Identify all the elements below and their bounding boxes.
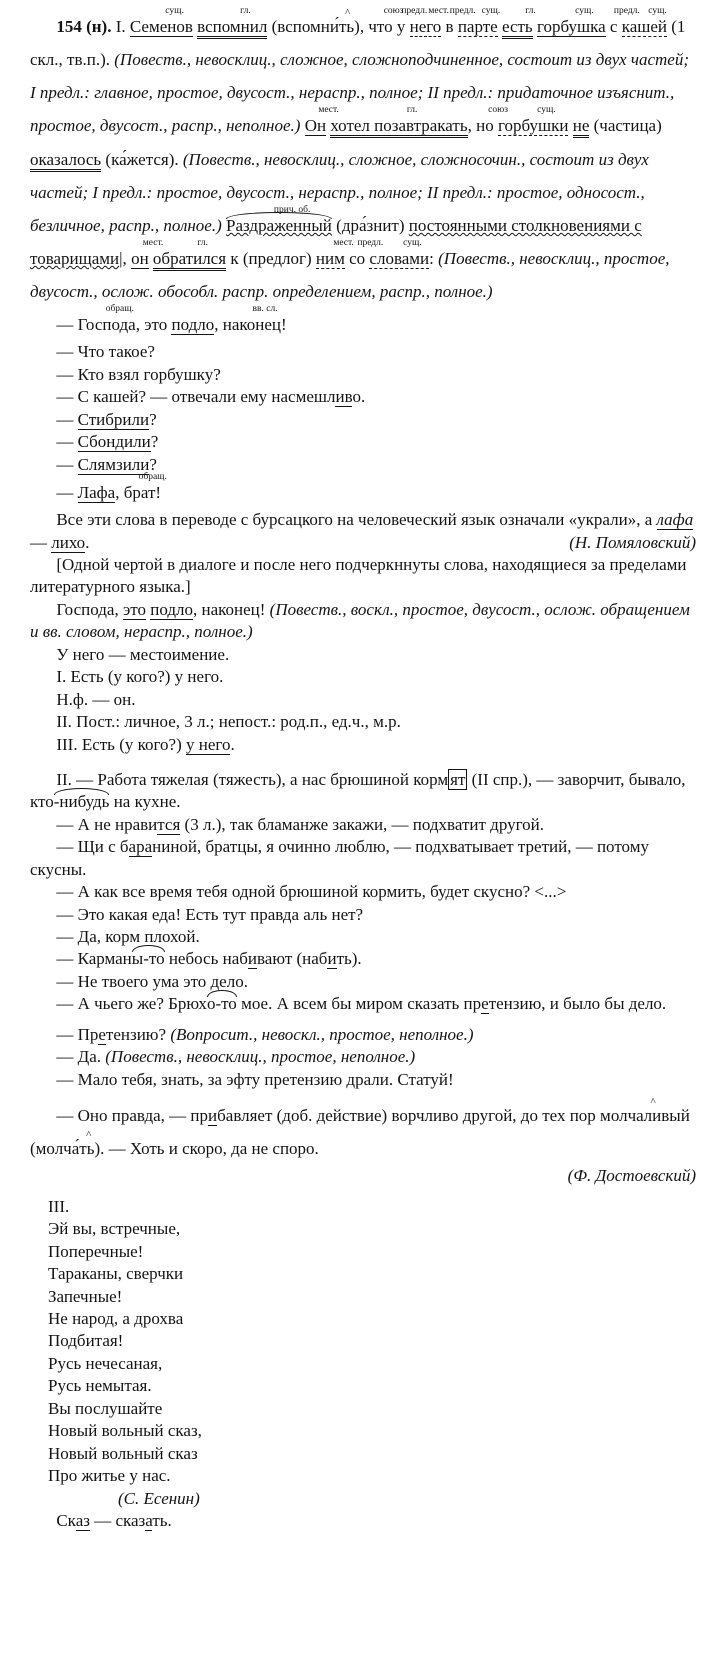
- annotated-word: в предл.: [446, 17, 454, 36]
- annotation-label: сущ.: [481, 6, 501, 16]
- text-segment: —: [56, 454, 78, 474]
- text-segment: е: [98, 1024, 106, 1044]
- dialogue-line: [30, 993, 696, 1015]
- dialogue-line: [30, 304, 696, 341]
- text-segment: ть). — Хоть и скоро, да не споро.: [79, 1139, 319, 1159]
- text-segment: Господа,: [56, 599, 123, 619]
- text-segment: II. Пост.: личное, 3 л.; непост.: род.п., ед.ч., м.р.: [56, 712, 401, 732]
- dialogue-line: [30, 1046, 696, 1068]
- author-attribution: [30, 1165, 696, 1187]
- annotated-word: вспомнил гл.: [197, 17, 267, 39]
- annotated-word: у предл.: [397, 17, 406, 36]
- poem-line: [48, 1241, 696, 1263]
- part-3-heading: [48, 1196, 696, 1218]
- text-segment: , наконец!: [192, 599, 270, 619]
- annotated-word: Семенов сущ.: [129, 6, 193, 36]
- dialogue-line: [30, 472, 696, 509]
- text-segment: Не народ, а дрохва: [48, 1309, 184, 1329]
- text-segment: вают (наб: [257, 949, 328, 969]
- dialogue-line: [30, 904, 696, 926]
- annotation-label: предл.: [613, 6, 640, 16]
- text-segment: —: [56, 315, 78, 335]
- annotated-word: что союз: [368, 17, 392, 36]
- text-segment: ара: [128, 837, 153, 857]
- dialogue-line: [30, 814, 696, 836]
- text-segment: Лафа: [77, 483, 116, 503]
- annotation-label: обращ.: [105, 304, 134, 315]
- text-segment: Тараканы, сверчки: [48, 1264, 184, 1284]
- text-segment: ят: [450, 769, 466, 789]
- dialogue-line: [30, 948, 696, 970]
- word-formation-line: [30, 1510, 696, 1532]
- text-segment: |,: [119, 248, 132, 268]
- text-segment: — Оно правда, — пр: [56, 1106, 209, 1126]
- text-segment: Поперечные!: [48, 1241, 144, 1261]
- text-segment: и: [327, 949, 337, 969]
- dialogue-line: [30, 409, 696, 431]
- text-segment: (дра́знит): [331, 215, 409, 235]
- text-segment: ?: [150, 432, 159, 452]
- text-segment: (частица): [589, 116, 662, 136]
- text-segment: Все эти слова в переводе с бурсацкого на человеческий язык означали «украли», а: [56, 510, 657, 530]
- annotation-label: мест.: [318, 105, 339, 116]
- text-segment: не: [573, 116, 590, 138]
- text-segment: о.: [352, 387, 366, 407]
- annotation-label: сущ.: [165, 6, 184, 16]
- text-segment: Стибрили: [77, 409, 150, 429]
- annotated-word: и́ ^: [330, 17, 339, 36]
- text-segment: —: [56, 1024, 78, 1044]
- annotated-word: со предл.: [349, 249, 365, 268]
- text-segment: Слямзили: [77, 454, 150, 474]
- text-segment: тензию?: [105, 1024, 171, 1044]
- text-segment: подло: [150, 599, 193, 619]
- annotated-word: горбушки сущ.: [497, 105, 569, 136]
- text-segment: лихо: [51, 532, 86, 552]
- poem-line: [48, 1465, 696, 1487]
- text-segment: I. Есть (у кого?) у него.: [56, 667, 224, 687]
- text-segment: (Повеств., воскл., простое, двусост., ослож. обращением и вв. словом, нераспр., полное.): [30, 599, 690, 642]
- text-segment: (Повеств., невосклиц., простое, двусост., ослож. обособл. распр. определением, распр., полное.): [30, 248, 670, 302]
- sentence-analysis: [30, 599, 696, 644]
- text-segment: ливый (молч: [30, 1106, 690, 1159]
- text-segment: II. — Работа тяжелая (тяжесть), а нас брюшиной корм: [56, 769, 449, 789]
- text-segment: ть),: [338, 17, 369, 36]
- text-segment: (Н. Помяловский): [569, 532, 696, 552]
- text-segment: (Повеств., невосклиц., сложное, сложносочин., состоит из двух частей; I предл.: простое, двусост., нераспр., полное; II предл.: простое, односост., безличное, распр., полное.): [30, 149, 649, 235]
- text-segment: (Повеств., невосклиц., сложное, сложноподчиненное, состоит из двух частей; I предл.: главное, простое, двусост., нераспр., полное; II предл.: придаточное изъяснит., простое, двусост., распр., неполное.): [30, 50, 689, 136]
- poem-line: [48, 1375, 696, 1397]
- annotated-word: есть гл.: [502, 17, 533, 39]
- annotation-label: сущ.: [537, 105, 556, 116]
- annotated-word: него мест.: [410, 17, 442, 37]
- poem-line: [48, 1308, 696, 1330]
- text-segment: ть.: [152, 1510, 172, 1530]
- poem-line: [48, 1263, 696, 1285]
- text-segment: -нибудь: [53, 792, 110, 812]
- text-segment: 154 (н).: [56, 17, 112, 36]
- text-segment: ?: [149, 454, 157, 474]
- morphology-line: [30, 689, 696, 711]
- text-segment: Н.ф. — он.: [56, 689, 136, 709]
- text-segment: III. Есть (у кого?): [56, 734, 187, 754]
- text-segment: —: [56, 483, 78, 503]
- editorial-note: [30, 554, 696, 599]
- text-segment: Вы послушайте: [48, 1398, 163, 1418]
- morphology-line: [30, 644, 696, 666]
- text-segment: (1 скл., тв.п.).: [30, 17, 686, 70]
- text-segment: (Повеств., невосклиц., простое, неполное.): [105, 1047, 416, 1067]
- text-segment: — сказ: [89, 1510, 146, 1530]
- annotation-label: гл.: [197, 237, 208, 248]
- text-segment: Запечные!: [48, 1286, 123, 1306]
- translation-paragraph: [30, 509, 696, 554]
- annotation-label: сущ.: [403, 237, 422, 248]
- annotated-word: кашей сущ.: [621, 6, 667, 36]
- text-segment: постоянными столкновениями с товарищами: [30, 215, 642, 268]
- text-segment: (вспомн: [267, 17, 330, 36]
- part-2-paragraph: [30, 769, 696, 814]
- text-segment: Подбитая!: [48, 1331, 124, 1351]
- annotation-label: союз: [383, 6, 404, 16]
- dialogue-line: [30, 431, 696, 453]
- text-segment: — А как все время тебя одной брюшиной кормить, будет скусно? <...>: [56, 882, 567, 902]
- dialogue-line: [30, 926, 696, 948]
- text-segment: — Да.: [56, 1047, 106, 1067]
- text-segment: на кухне.: [109, 792, 181, 812]
- text-segment: о-то: [206, 994, 237, 1014]
- dialogue-line: [30, 1096, 696, 1165]
- text-segment: — Это какая еда! Есть тут правда аль нет?: [56, 904, 364, 924]
- text-segment: — А не нрави: [56, 814, 158, 834]
- text-segment: ,: [214, 315, 223, 335]
- annotated-word: с предл.: [610, 17, 618, 36]
- text-segment: у него: [186, 734, 231, 754]
- text-segment: Сбондили: [77, 432, 151, 452]
- analysis-paragraph-1: [30, 6, 696, 308]
- annotation-label: гл.: [240, 6, 251, 16]
- annotation-label: ^: [345, 7, 351, 19]
- text-segment: — Не твоего ума это дело.: [56, 971, 248, 991]
- text-segment: мое. А всем бы миром сказать пр: [236, 994, 482, 1014]
- text-segment: Русь нечесаная,: [48, 1353, 163, 1373]
- text-segment: — С кашей? — отвечали ему насмешл: [56, 387, 336, 407]
- text-segment: III.: [48, 1196, 70, 1216]
- annotated-word: обратился гл.: [153, 249, 226, 271]
- text-segment: (Вопросит., невоскл., простое, неполное.): [170, 1024, 474, 1044]
- text-segment: и: [208, 1106, 218, 1126]
- text-segment: —: [30, 532, 52, 552]
- text-segment: аз: [75, 1510, 90, 1530]
- text-segment: (Ф. Достоевский): [567, 1166, 696, 1186]
- text-segment: ниной, братцы, я очинно люблю, — подхватывает третий, — потому скусны.: [30, 837, 649, 879]
- text-segment: ,: [467, 116, 477, 136]
- annotation-label: сущ.: [648, 6, 667, 16]
- annotated-word: хотел позавтракать гл.: [330, 116, 467, 138]
- annotation-label: гл.: [406, 105, 418, 116]
- text-segment: (С. Есенин): [118, 1488, 200, 1508]
- text-segment: е: [481, 994, 489, 1014]
- poem-line: [48, 1398, 696, 1420]
- dialogue-line: [30, 341, 696, 363]
- morphology-line: [30, 666, 696, 688]
- annotation-label: обращ.: [138, 472, 167, 483]
- annotated-word: ним мест.: [316, 249, 345, 269]
- poem-line: [48, 1443, 696, 1465]
- annotation-label: гл.: [525, 6, 536, 16]
- text-segment: ,: [115, 483, 124, 503]
- morphology-line: [30, 734, 696, 756]
- annotated-word: горбушка сущ.: [536, 6, 606, 36]
- text-segment: — Карман: [56, 949, 132, 969]
- text-segment: бавляет (доб. действие) ворчливо другой, до тех пор молч: [217, 1106, 637, 1126]
- text-segment: — Кто взял горбушку?: [56, 364, 221, 384]
- poem-line: [48, 1420, 696, 1442]
- morphology-line: [30, 711, 696, 733]
- text-segment: ив: [335, 387, 353, 407]
- text-segment: небось наб: [164, 949, 248, 969]
- text-segment: Новый вольный сказ: [48, 1443, 198, 1463]
- annotated-word: Он мест.: [305, 116, 326, 136]
- text-segment: —: [56, 409, 78, 429]
- text-segment: !: [281, 315, 287, 335]
- text-segment: [Одной чертой в диалоге и после него подчеркннуты слова, находящиеся за пределами литературного языка.]: [30, 555, 687, 597]
- text-segment: Про житье у нас.: [48, 1466, 171, 1486]
- annotated-word: а́ ^: [72, 1139, 80, 1158]
- annotated-word: наконец вв. сл.: [222, 304, 281, 335]
- annotation-label: ^: [86, 1129, 92, 1142]
- text-segment: подло: [171, 315, 215, 335]
- text-segment: Пр: [77, 1024, 99, 1044]
- text-segment: к (предлог): [226, 248, 316, 268]
- text-segment: .: [85, 532, 90, 552]
- text-segment: !: [155, 483, 162, 503]
- annotation-label: предл.: [449, 6, 476, 16]
- text-segment: ы-то: [131, 949, 165, 969]
- text-segment: лафа: [656, 510, 694, 530]
- poem-line: [48, 1353, 696, 1375]
- text-segment: (ка́жется).: [101, 149, 183, 169]
- text-segment: [405, 17, 409, 36]
- annotation-label: мест.: [428, 6, 449, 16]
- text-segment: , это: [135, 315, 172, 335]
- dialogue-line: [30, 364, 696, 386]
- text-segment: ?: [149, 409, 157, 429]
- annotated-word: брат обращ.: [124, 483, 156, 502]
- annotation-label: союз: [488, 105, 508, 116]
- text-segment: (3 л.), так бламанже закажи, — подхватит другой.: [180, 814, 544, 834]
- text-segment: У него — местоимение.: [56, 644, 230, 664]
- annotation-label: прич. об.: [273, 204, 311, 215]
- annotation-label: вв. сл.: [252, 304, 278, 315]
- text-segment: —: [56, 432, 78, 452]
- poem-line: [48, 1330, 696, 1352]
- text-segment: тся: [157, 814, 181, 834]
- text-segment: — Мало тебя, знать, за эфту претензию драли. Статуй!: [56, 1069, 454, 1089]
- text-segment: — Щи с б: [56, 837, 129, 857]
- annotated-word: словами сущ.: [369, 237, 430, 268]
- dialogue-line: [30, 1024, 696, 1046]
- dialogue-line: [30, 386, 696, 408]
- text-segment: — Что такое?: [56, 342, 155, 362]
- text-segment: Эй вы, встречные,: [48, 1219, 181, 1239]
- annotated-word: но союз: [476, 116, 494, 135]
- annotated-word: Раздраженный прич. об.: [226, 204, 332, 235]
- text-segment: (II спр.), — заворчит, бывало, кто: [30, 769, 686, 812]
- poem-line: [48, 1286, 696, 1308]
- text-segment: Ск: [56, 1510, 76, 1530]
- annotation-label: мест.: [142, 237, 164, 248]
- text-segment: оказалось: [30, 150, 101, 172]
- annotated-word: он мест.: [131, 249, 149, 269]
- text-segment: тензию, и было бы дело.: [488, 994, 667, 1014]
- annotated-word: а ^: [636, 1106, 644, 1125]
- text-segment: ть).: [336, 949, 362, 969]
- dialogue-line: [30, 836, 696, 881]
- text-segment: I.: [111, 17, 130, 36]
- dialogue-line: [30, 1069, 696, 1091]
- text-segment: :: [429, 248, 439, 268]
- text-segment: .: [230, 734, 235, 754]
- text-segment: Новый вольный сказ,: [48, 1421, 202, 1441]
- annotation-label: предл.: [401, 6, 428, 16]
- annotation-label: сущ.: [575, 6, 594, 16]
- author-attribution: [118, 1488, 696, 1510]
- annotation-label: ^: [650, 1096, 656, 1109]
- text-segment: — Да, корм плохой.: [56, 927, 200, 947]
- annotated-word: парте сущ.: [458, 17, 498, 37]
- dialogue-line: [30, 881, 696, 903]
- text-segment: а: [145, 1510, 153, 1530]
- text-segment: Русь немытая.: [48, 1376, 152, 1396]
- poem-line: [48, 1218, 696, 1240]
- text-segment: это: [122, 599, 146, 619]
- text-segment: [441, 17, 445, 36]
- annotation-label: мест.: [333, 237, 354, 248]
- text-segment: и: [247, 949, 257, 969]
- dialogue-line: [30, 971, 696, 993]
- annotation-label: предл.: [357, 237, 384, 248]
- text-segment: — А чьего же? Брюх: [56, 994, 207, 1014]
- annotated-word: Господа обращ.: [77, 304, 136, 335]
